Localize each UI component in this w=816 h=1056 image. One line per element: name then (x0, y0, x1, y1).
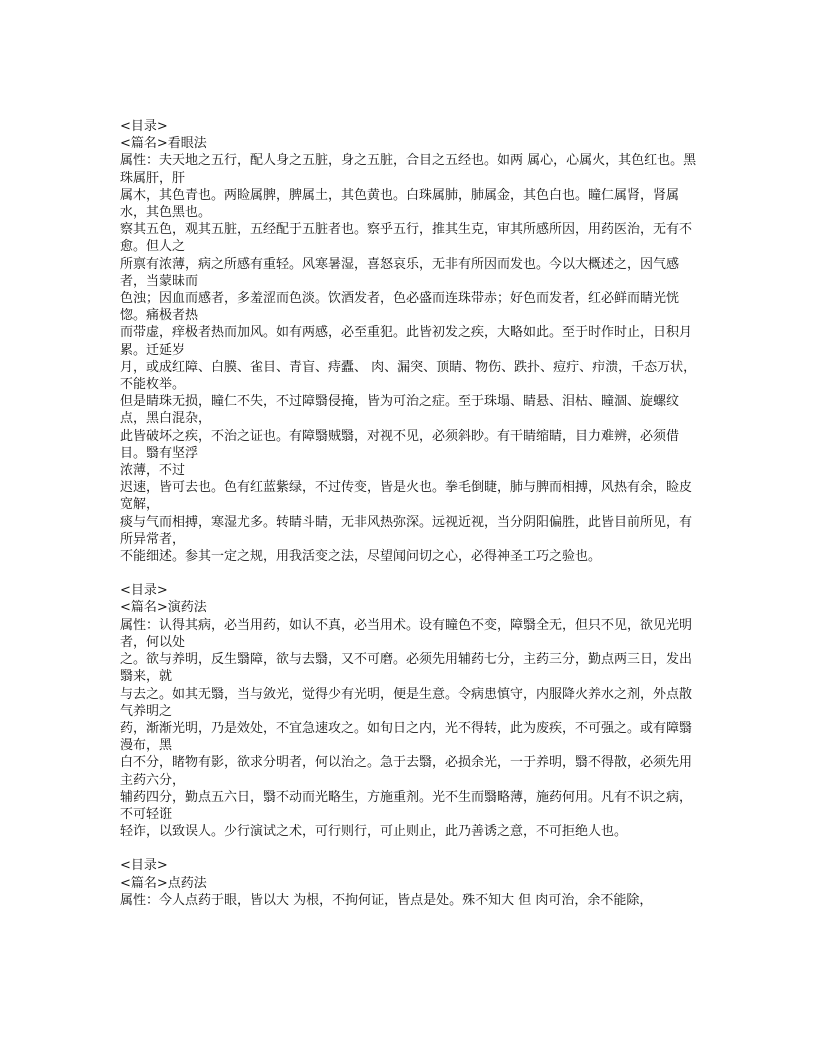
document-page (120, 118, 698, 909)
paragraph-line: 属木，其色青也。两睑属脾，脾属土，其色黄也。白珠属肺，肺属金，其色白也。瞳仁属肾，肾属水，其色黑也。 (120, 187, 680, 221)
section-title: <篇名>点药法 (120, 875, 207, 891)
paragraph-line: 与去之。如其无翳，当与敛光，觉得少有光明，便是生意。令病患慎守，内服降火养水之剂，外点散气养明之 (120, 686, 693, 719)
section-title: <篇名>看眼法 (120, 136, 207, 152)
paragraph-line: 之。欲与养明，反生翳障，欲与去翳，又不可磨。必须先用辅药七分，主药三分，勤点两三日，发出翳来，就 (120, 652, 693, 685)
paragraph-line: 但是睛珠无损，瞳仁不失，不过障翳侵掩，皆为可治之症。至于珠塌、睛悬、泪枯、瞳涸、旋螺纹点，黑白混杂， (120, 394, 680, 427)
paragraph-line: 此皆破坏之疾，不治之证也。有障翳贼翳，对视不见，必须斜眇。有干睛缩睛，目力难辨，必须借目。翳有坚浮 (120, 428, 680, 461)
section-dianyao (120, 857, 698, 909)
paragraph-line: 药，渐渐光明，乃是效处，不宜急速攻之。如旬日之内，光不得转，此为废疾，不可强之。或有障翳漫布，黑 (120, 720, 693, 754)
paragraph-line: 辅药四分，勤点五六日，翳不动而光略生，方施重剂。光不生而翳略薄，施药何用。凡有不识之病，不可轻诳 (120, 789, 693, 822)
paragraph-line: 白不分，睹物有影，欲求分明者，何以治之。急于去翳，必损余光，一于养明，翳不得散，必须先用主药六分， (120, 755, 693, 788)
paragraph-line: 迟速，皆可去也。色有红蓝紫绿，不过传变，皆是火也。拳毛倒睫，肺与脾而相搏，风热有余，睑皮宽解， (120, 480, 693, 513)
paragraph-line: 轻诈，以致误人。少行演试之术，可行则行，可止则止，此乃善诱之意，不可拒绝人也。 (120, 824, 628, 840)
paragraph-line: 痰与气而相搏，寒湿尤多。转睛斗睛，无非风热弥深。远视近视，当分阴阳偏胜，此皆目前所见，有所异常者， (120, 514, 693, 547)
toc-label: <目录> (120, 858, 168, 874)
section-body (120, 152, 698, 565)
toc-label: <目录> (120, 583, 168, 599)
paragraph-line: 不能细述。参其一定之规，用我活变之法，尽望闻问切之心，必得神圣工巧之验也。 (120, 549, 602, 565)
section-body (120, 892, 698, 909)
paragraph-line: 色浊；因血而感者，多羞涩而色淡。饮酒发者，色必盛而连珠带赤；好色而发者，红必鲜而睛光恍惚。痛极者热 (120, 291, 680, 324)
toc-label: <目录> (120, 119, 168, 134)
paragraph-line: 而带虚，痒极者热而加风。如有两感，必至重犯。此皆初发之疾，大略如此。至于时作时止，日积月累。迁延岁 (120, 325, 693, 358)
paragraph-line: 所禀有浓薄，病之所感有重轻。风寒暑湿，喜怒哀乐，无非有所因而发也。今以大概述之，因气感者，当蒙昧而 (120, 256, 680, 289)
section-yanyao (120, 582, 698, 840)
paragraph-line: 属性：夫天地之五行，配人身之五脏，身之五脏，合目之五经也。如两 属心，心属火，其色红也。黑珠属肝，肝 (120, 153, 697, 186)
paragraph-line: 属性：认得其病，必当用药，如认不真，必当用术。设有瞳色不变，障翳全无，但只不见，欲见光明者，何以处 (120, 617, 693, 650)
paragraph-line: 浓薄，不过 (120, 463, 186, 479)
paragraph-line: 察其五色，观其五脏，五经配于五脏者也。察乎五行，推其生克，审其所感所因，用药医治，无有不愈。但人之 (120, 222, 693, 255)
section-body (120, 617, 698, 841)
paragraph-line: 月，或成红障、白膜、雀目、青盲、痔蠹、 肉、漏突、顶睛、物伤、跌扑、痘疔、疖溃，千态万状，不能枚举。 (120, 359, 697, 393)
section-title: <篇名>演药法 (120, 600, 207, 616)
paragraph-line: 属性：今人点药于眼，皆以大 为根，不拘何证，皆点是处。殊不知大 但 肉可治，余不能除， (120, 892, 653, 908)
section-kanyan (120, 118, 698, 565)
